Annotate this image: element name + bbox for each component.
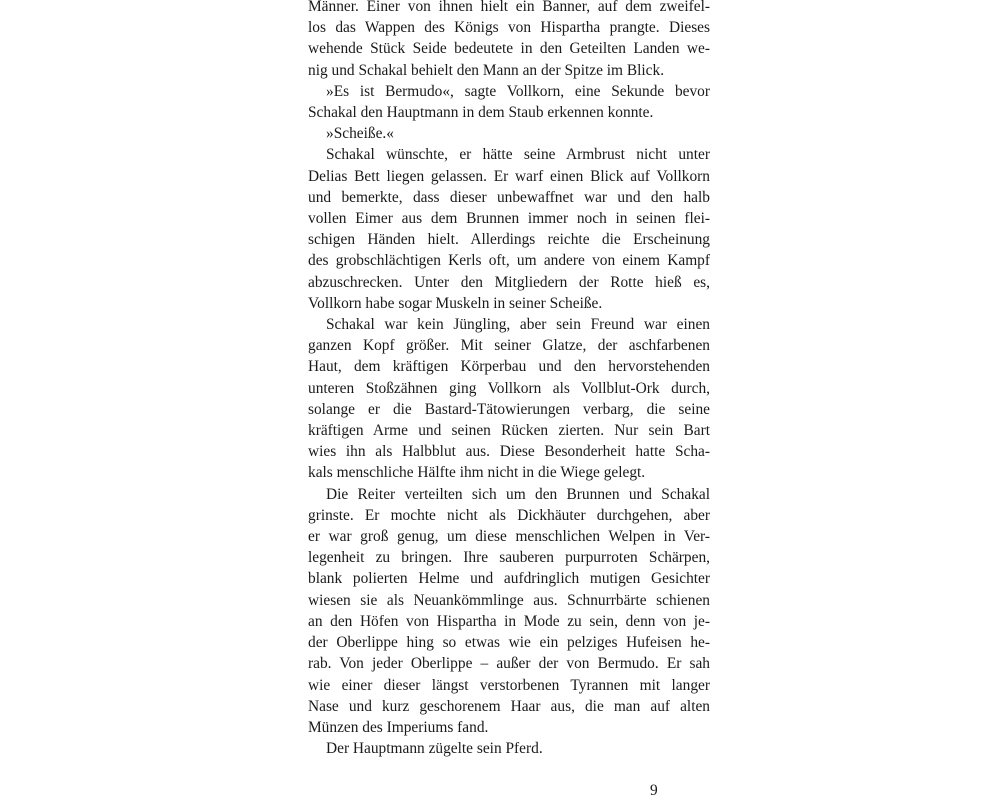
text-line: vollen Eimer aus dem Brunnen immer noch in seinen flei- <box>308 210 710 228</box>
text-line: solange er die Bastard-Tätowierungen verbarg, die seine <box>308 400 710 418</box>
text-line: der Oberlippe hing so etwas wie ein pelziges Hufeisen he- <box>308 634 710 652</box>
paragraph <box>290 81 710 123</box>
text-line: grinste. Er mochte nicht als Dickhäuter durchgehen, aber <box>308 506 710 524</box>
text-line: Männer. Einer von ihnen hielt ein Banner, auf dem zweifel- <box>308 0 710 15</box>
text-line: »Es ist Bermudo«, sagte Vollkorn, eine Sekunde bevor <box>326 82 710 100</box>
text-line: Haut, dem kräftigen Körperbau und den hervorstehenden <box>308 358 710 376</box>
text-line: »Scheiße.« <box>326 125 394 143</box>
paragraph <box>290 0 710 81</box>
text-line: an den Höfen von Hispartha in Mode zu sein, denn von je- <box>308 612 710 630</box>
text-line: rab. Von jeder Oberlippe – außer der von Bermudo. Er sah <box>308 655 710 673</box>
text-line: Schakal war kein Jüngling, aber sein Freund war einen <box>326 316 710 334</box>
paragraph <box>290 738 710 759</box>
paragraph <box>290 484 710 738</box>
text-line: Schakal den Hauptmann in dem Staub erkennen konnte. <box>308 104 654 122</box>
text-line: wiesen sie als Neuankömmlinge aus. Schnurrbärte schienen <box>308 591 710 609</box>
text-line: Schakal wünschte, er hätte seine Armbrust nicht unter <box>326 146 710 164</box>
text-line: kals menschliche Hälfte ihm nicht in die Wiege gelegt. <box>308 464 646 482</box>
text-line: Delias Bett liegen gelassen. Er warf einen Blick auf Vollkorn <box>308 167 710 185</box>
body-text <box>290 0 710 759</box>
text-line: Die Reiter verteilten sich um den Brunnen und Schakal <box>326 485 710 503</box>
text-line: des grobschlächtigen Kerls oft, um andere von einem Kampf <box>308 252 710 270</box>
text-line: schigen Händen hielt. Allerdings reichte die Erscheinung <box>308 231 710 249</box>
text-line: los das Wappen des Königs von Hispartha prangte. Dieses <box>308 19 710 37</box>
text-line: ganzen Kopf größer. Mit seiner Glatze, der aschfarbenen <box>308 337 710 355</box>
paragraph <box>290 123 710 144</box>
text-line: legenheit zu bringen. Ihre sauberen purpurroten Schärpen, <box>308 549 710 567</box>
text-line: nig und Schakal behielt den Mann an der Spitze im Blick. <box>308 61 665 79</box>
text-line: Der Hauptmann zügelte sein Pferd. <box>326 740 543 758</box>
paragraph <box>290 144 710 314</box>
text-line: kräftigen Arme und seinen Rücken zierten. Nur sein Bart <box>308 422 710 440</box>
text-line: wie einer dieser längst verstorbenen Tyrannen mit langer <box>308 676 710 694</box>
text-line: er war groß genug, um diese menschlichen Welpen in Ver- <box>308 528 710 546</box>
text-line: und bemerkte, dass dieser unbewaffnet war und den halb <box>308 188 710 206</box>
text-line: Nase und kurz geschorenem Haar aus, die man auf alten <box>308 697 710 715</box>
text-line: blank polierten Helme und aufdringlich mutigen Gesichter <box>308 570 710 588</box>
text-line: wies ihn als Halbblut aus. Diese Besonderheit hatte Scha- <box>308 443 710 461</box>
text-line: Vollkorn habe sogar Muskeln in seiner Scheiße. <box>308 294 603 312</box>
book-page <box>290 0 710 800</box>
text-line: unteren Stoßzähnen ging Vollkorn als Vollblut-Ork durch, <box>308 379 710 397</box>
text-line: Münzen des Imperiums fand. <box>308 718 489 736</box>
text-line: abzuschrecken. Unter den Mitgliedern der Rotte hieß es, <box>308 273 710 291</box>
text-line: wehende Stück Seide bedeutete in den Geteilten Landen we- <box>308 40 710 58</box>
paragraph <box>290 314 710 484</box>
page-number: 9 <box>650 782 658 799</box>
